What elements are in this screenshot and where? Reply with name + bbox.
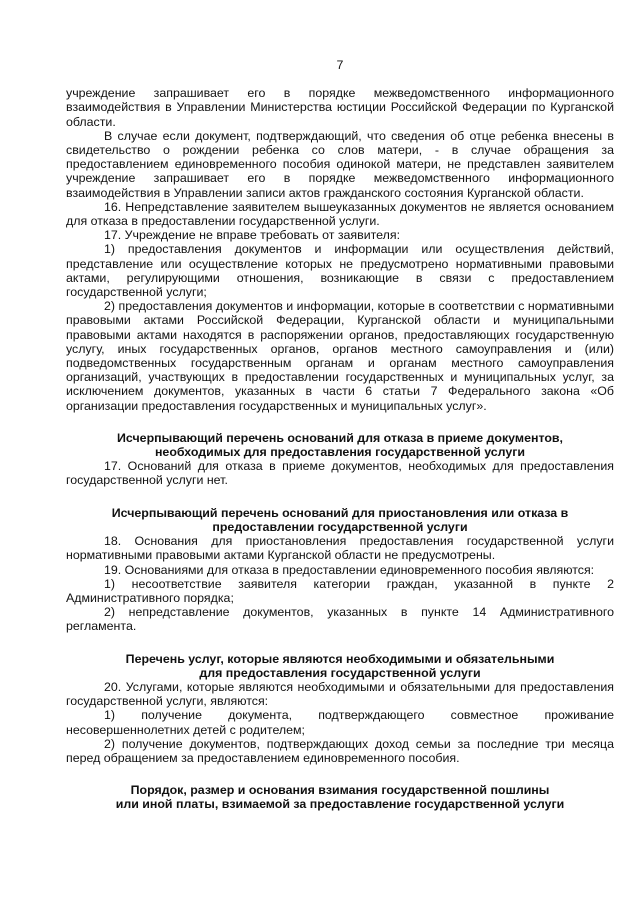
paragraph: 18. Основания для приостановления предоставления государственной услуги нормативными правовыми актами Курганской области не предусмотрены. (66, 534, 614, 563)
heading-line: Перечень услуг, которые являются необходимыми и обязательными (125, 651, 555, 666)
heading-line: предоставлении государственной услуги (212, 519, 468, 534)
paragraph: 1) несоответствие заявителя категории граждан, указанной в пункте 2 Административного порядка; (66, 576, 614, 605)
paragraph: 16. Непредставление заявителем вышеуказанных документов не является основанием для отказа в предоставлении государственной услуги. (66, 199, 614, 229)
heading-line: Порядок, размер и основания взимания государственной пошлины (130, 783, 550, 798)
paragraph: 2) предоставления документов и информации, которые в соответствии с нормативными правовыми актами Российской Федерации, Курганской области и муниципальными правовыми актами находятся в распоряжении органов, предоставляющих государственную услугу, иных государственных органов, органов местного самоуправления и (или) подведомственных государственным органам и органам местного самоуправления организаций, участвующих в предоставлении государственных и муниципальных услуг, за исключением документов, указанных в части 6 статьи 7 Федерального закона «Об организации предоставления государственных и муниципальных услуг». (66, 299, 614, 413)
heading-line: Исчерпывающий перечень оснований для отказа в приеме документов, (117, 430, 563, 445)
section-heading (66, 506, 614, 534)
paragraph: 20. Услугами, которые являются необходимыми и обязательными для предоставления государственной услуги, являются: (66, 679, 614, 709)
heading-line: или иной платы, взимаемой за предоставление государственной услуги (115, 797, 565, 812)
section-heading (66, 783, 614, 811)
page-number: 7 (336, 58, 344, 72)
paragraph: 2) непредставление документов, указанных в пункте 14 Административного регламента. (66, 605, 614, 634)
intro-block (66, 86, 614, 413)
paragraph: учреждение запрашивает его в порядке межведомственного информационного взаимодействия в Управлении Министерства юстиции Российской Федерации по Курганской области. (66, 86, 614, 129)
document-page (66, 58, 614, 812)
heading-line: необходимых для предоставления государственной услуги (154, 445, 526, 460)
paragraph: 1) получение документа, подтверждающего совместное проживание несовершеннолетних детей с родителем; (66, 708, 614, 737)
paragraph: В случае если документ, подтверждающий, что сведения об отце ребенка внесены в свидетельство о рождении ребенка со слов матери, - в случае обращения за предоставлением единовременного пособия одинокой матери, не представлен заявителем учреждение запрашивает его в порядке межведомственного информационного взаимодействия в Управлении записи актов гражданского состояния Курганской области. (66, 128, 614, 200)
paragraph: 19. Основаниями для отказа в предоставлении единовременного пособия являются: (104, 562, 595, 577)
paragraph: 17. Оснований для отказа в приеме документов, необходимых для предоставления государственной услуги нет. (66, 459, 614, 488)
paragraph: 17. Учреждение не вправе требовать от заявителя: (104, 228, 401, 243)
paragraph: 1) предоставления документов и информации или осуществления действий, представление или осуществление которых не предусмотрено нормативными правовыми актами, регулирующими отношения, возникающие в связи с предоставлением государственной услуги; (66, 242, 614, 300)
section-heading (66, 431, 614, 459)
paragraph: 2) получение документов, подтверждающих доход семьи за последние три месяца перед обращением за предоставлением единовременного пособия. (66, 736, 614, 765)
heading-line: Исчерпывающий перечень оснований для приостановления или отказа в (111, 505, 569, 520)
section-heading (66, 652, 614, 680)
heading-line: для предоставления государственной услуги (199, 665, 481, 680)
